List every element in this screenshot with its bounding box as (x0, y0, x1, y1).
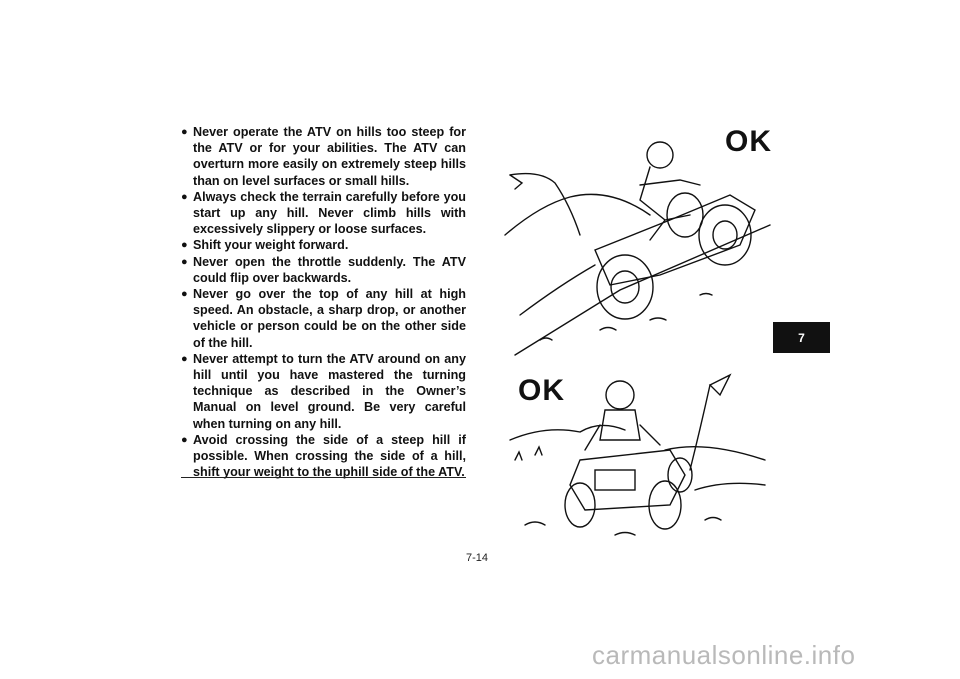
warning-item (181, 237, 466, 253)
bullet-icon: ● (181, 288, 188, 301)
bullet-icon: ● (181, 352, 188, 365)
warning-item (181, 432, 466, 481)
bullet-icon: ● (181, 239, 188, 252)
warning-list (181, 124, 466, 480)
watermark-text: carmanualsonline.info (592, 640, 856, 670)
warning-item (181, 286, 466, 351)
warning-text: Avoid crossing the side of a steep hill if possible. When crossing the side of a hill, shift your weight to the uphill side of the ATV. (193, 432, 466, 480)
chapter-tab: 7 (773, 322, 830, 353)
section-end-rule (181, 477, 466, 478)
bullet-icon: ● (181, 255, 188, 268)
bullet-icon: ● (181, 433, 188, 446)
warning-item (181, 254, 466, 286)
warning-item (181, 189, 466, 238)
ok-label-top: OK (725, 125, 772, 158)
ok-label-bottom: OK (518, 374, 565, 407)
warning-text: Never attempt to turn the ATV around on any hill until you have mastered the turning technique as described in the Owner’s Manual on level ground. Be very careful when turning on any hill. (193, 351, 466, 431)
warning-item (181, 351, 466, 432)
warning-text: Never operate the ATV on hills too steep for the ATV or for your abilities. The ATV can overturn more easily on extremely steep hills than on level surfaces or small hills. (193, 125, 466, 188)
warning-text: Shift your weight forward. (193, 238, 349, 253)
warning-text: Always check the terrain carefully before you start up any hill. Never climb hills with excessively slippery or loose surfaces. (193, 189, 466, 237)
bullet-icon: ● (181, 190, 188, 203)
warning-text: Never open the throttle suddenly. The ATV could flip over backwards. (193, 254, 466, 285)
bullet-icon: ● (181, 126, 188, 138)
atv-climbing-hill-illustration (500, 125, 780, 360)
warning-item (181, 124, 466, 189)
page-number: 7-14 (466, 552, 489, 564)
warning-text: Never go over the top of any hill at high speed. An obstacle, a sharp drop, or another vehicle or person could be on the other side of the hill. (193, 287, 466, 350)
